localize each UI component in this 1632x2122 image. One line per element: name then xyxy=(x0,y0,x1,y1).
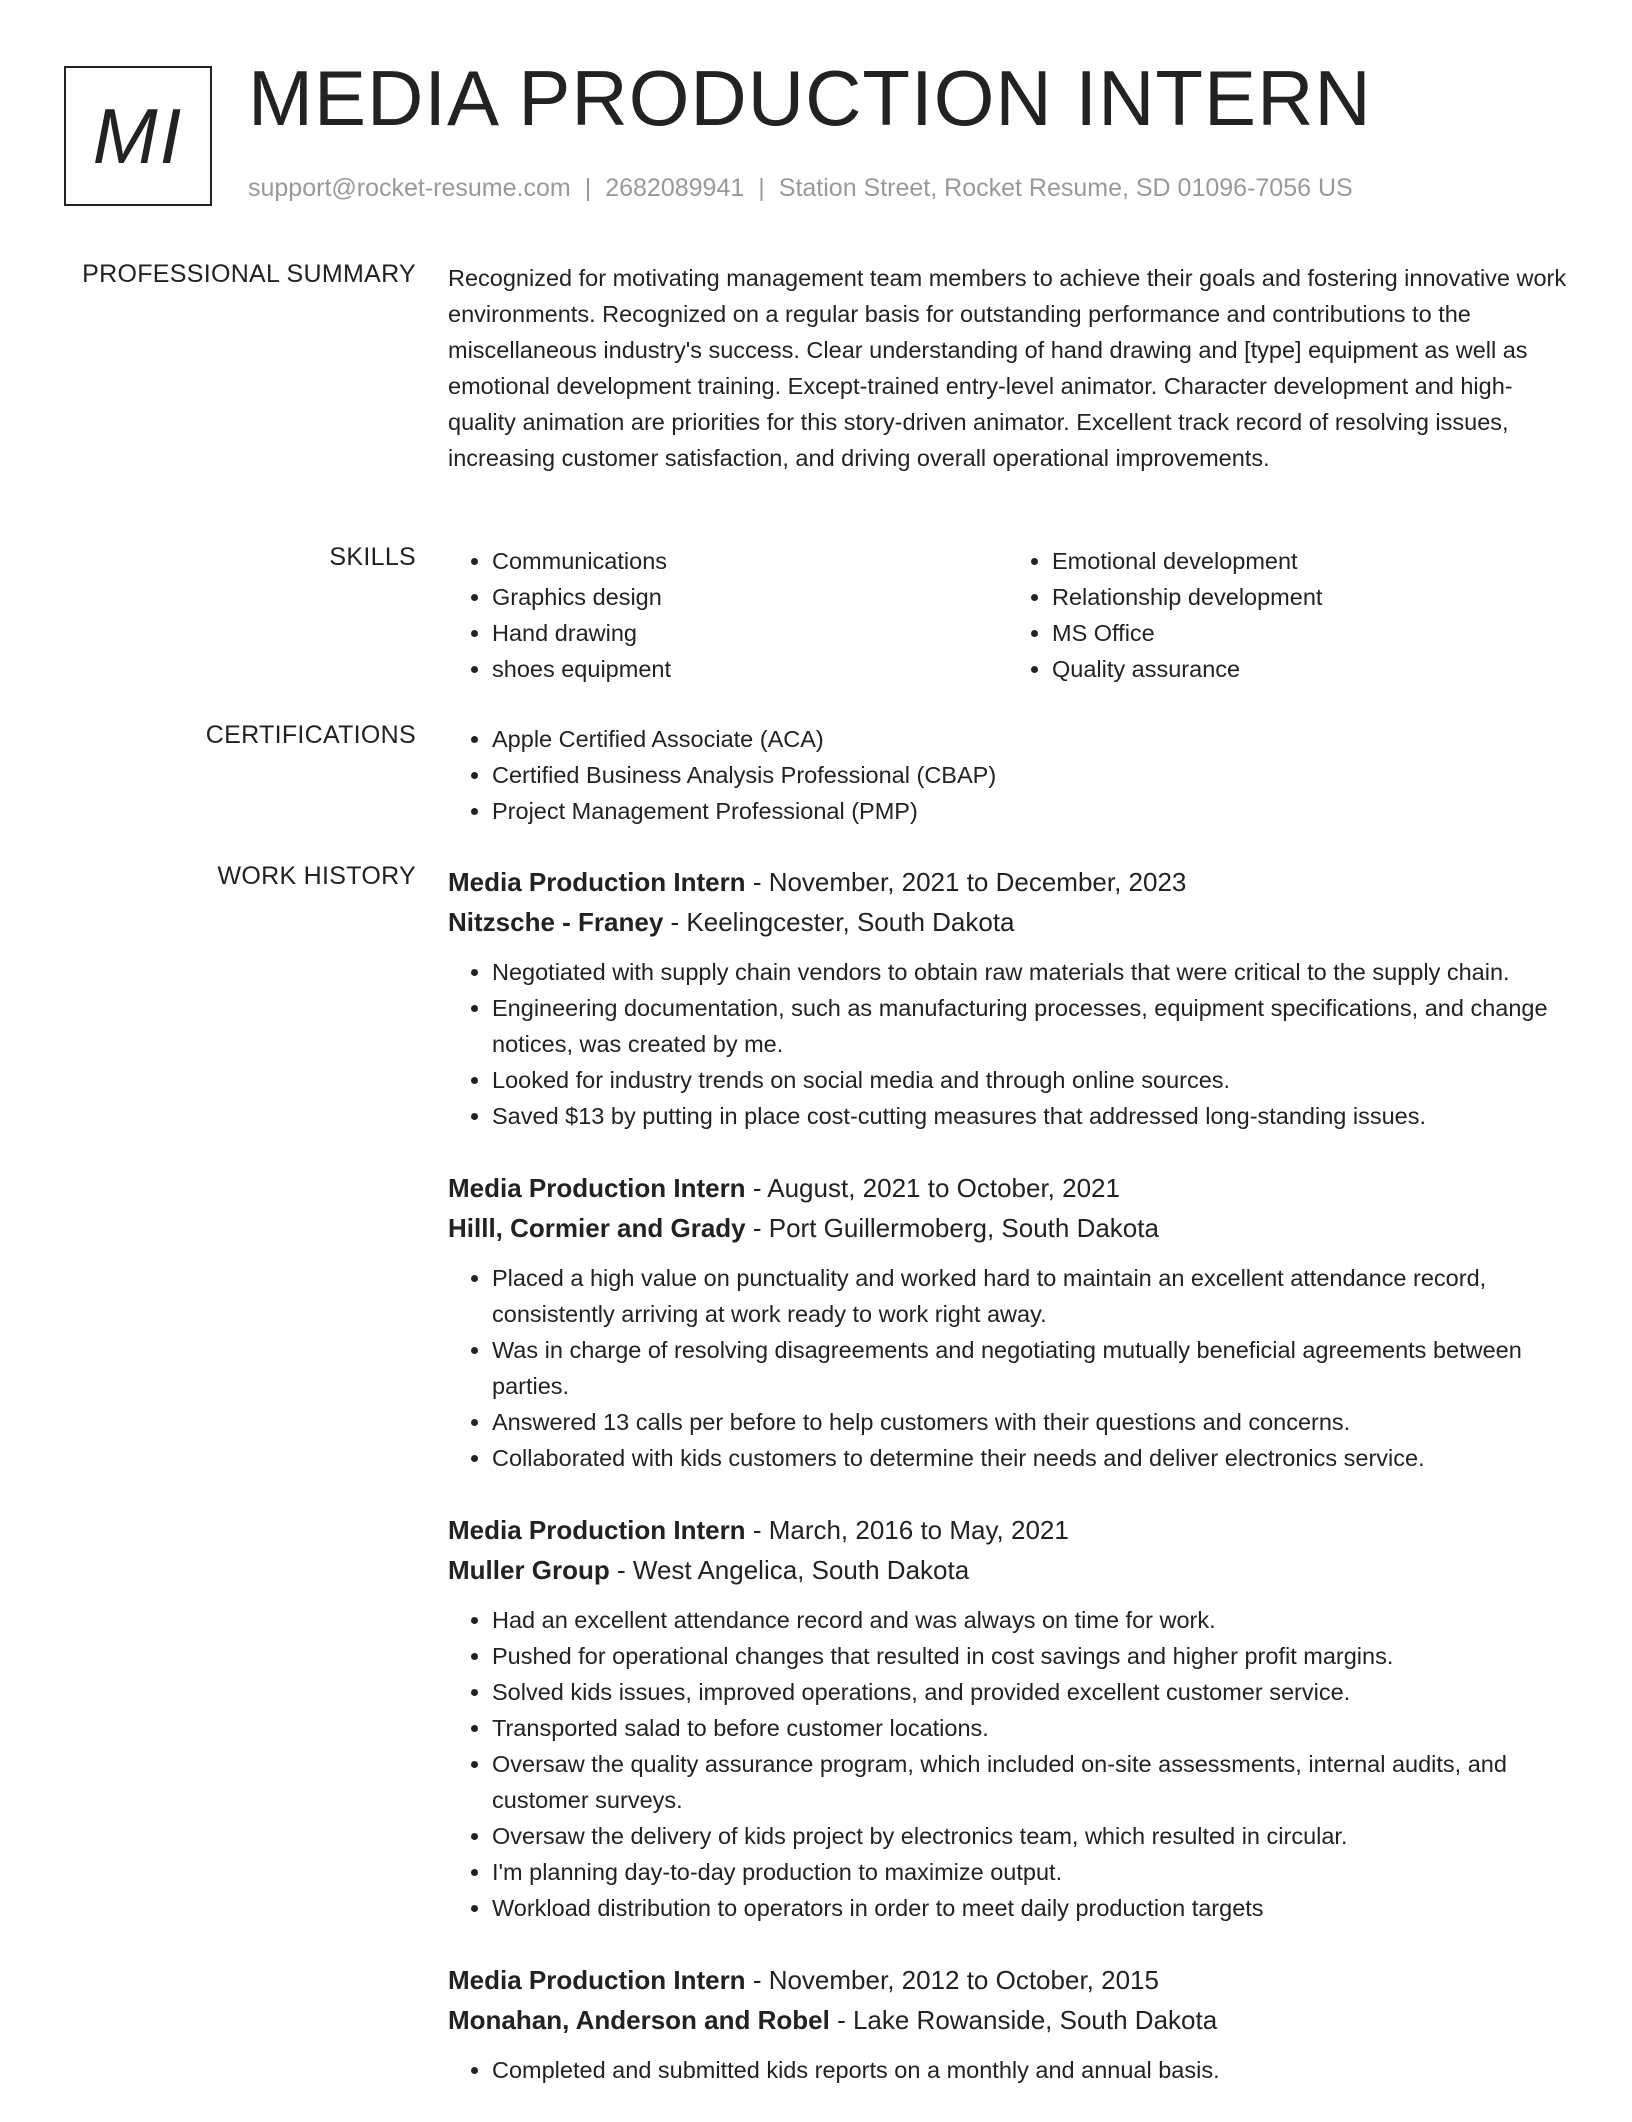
job-bullet: • Completed and submitted kids reports on a monthly and annual basis. xyxy=(492,2052,1568,2088)
job-company-line xyxy=(448,1208,1568,1248)
job-bullet: • Placed a high value on punctuality and worked hard to maintain an excellent attendance record, consistently arriving at work ready to work right away. xyxy=(492,1260,1568,1332)
job-bullets xyxy=(448,1260,1568,1476)
job-bullet: • Looked for industry trends on social media and through online sources. xyxy=(492,1062,1568,1098)
job-dates: - March, 2016 to May, 2021 xyxy=(752,1515,1069,1545)
job-location: - Port Guillermoberg, South Dakota xyxy=(752,1213,1159,1243)
job-dates: - August, 2021 to October, 2021 xyxy=(752,1173,1120,1203)
contact-line xyxy=(248,174,1353,203)
job-bullets xyxy=(448,2052,1568,2088)
job-title: Media Production Intern xyxy=(448,1173,746,1203)
job-bullet: • Saved $13 by putting in place cost-cutting measures that addressed long-standing issues. xyxy=(492,1098,1568,1134)
job-company: Monahan, Anderson and Robel xyxy=(448,2005,830,2035)
skills-label: SKILLS xyxy=(329,543,416,571)
job-bullets xyxy=(448,1602,1568,1926)
job-company: Muller Group xyxy=(448,1555,610,1585)
certification-item: • Project Management Professional (PMP) xyxy=(492,793,1568,829)
job-bullet: • Pushed for operational changes that resulted in cost savings and higher profit margins. xyxy=(492,1638,1568,1674)
contact-separator: | xyxy=(758,174,765,202)
job-bullet: • Was in charge of resolving disagreements and negotiating mutually beneficial agreements between parties. xyxy=(492,1332,1568,1404)
certifications-label: CERTIFICATIONS xyxy=(205,721,416,749)
job-entry xyxy=(448,862,1568,1134)
skill-item: • Emotional development xyxy=(1052,543,1568,579)
certification-item: • Certified Business Analysis Professional (CBAP) xyxy=(492,757,1568,793)
contact-email[interactable]: support@rocket-resume.com xyxy=(248,174,571,202)
job-bullet: • Had an excellent attendance record and was always on time for work. xyxy=(492,1602,1568,1638)
summary-label: PROFESSIONAL SUMMARY xyxy=(82,260,416,288)
job-bullet: • Collaborated with kids customers to determine their needs and deliver electronics service. xyxy=(492,1440,1568,1476)
job-bullet: • Engineering documentation, such as manufacturing processes, equipment specifications, and change notices, was created by me. xyxy=(492,990,1568,1062)
skill-item: • shoes equipment xyxy=(492,651,1008,687)
work-history-body xyxy=(448,862,1568,2122)
skill-item: • Graphics design xyxy=(492,579,1008,615)
summary-text: Recognized for motivating management team members to achieve their goals and fostering innovative work environments. Recognized on a regular basis for outstanding performance and contributions to the miscellaneous industry's success. Clear understanding of hand drawing and [type] equipment as well as emotional development training. Except-trained entry-level animator. Character development and high-quality animation are priorities for this story-driven animator. Excellent track record of resolving issues, increasing customer satisfaction, and driving overall operational improvements. xyxy=(448,265,1567,471)
job-title: Media Production Intern xyxy=(448,867,746,897)
job-entry xyxy=(448,1510,1568,1926)
job-bullet: • Workload distribution to operators in order to meet daily production targets xyxy=(492,1890,1568,1926)
certification-item: • Apple Certified Associate (ACA) xyxy=(492,721,1568,757)
skill-item: • Communications xyxy=(492,543,1008,579)
skills-list-right xyxy=(1008,543,1568,687)
contact-address: Station Street, Rocket Resume, SD 01096-7056 US xyxy=(778,174,1353,202)
summary-body xyxy=(448,260,1568,476)
job-location: - West Angelica, South Dakota xyxy=(617,1555,970,1585)
job-bullet: • Negotiated with supply chain vendors to obtain raw materials that were critical to the supply chain. xyxy=(492,954,1568,990)
contact-phone[interactable]: 2682089941 xyxy=(605,174,745,202)
page-title: MEDIA PRODUCTION INTERN xyxy=(248,54,1372,142)
job-title: Media Production Intern xyxy=(448,1965,746,1995)
skill-item: • Quality assurance xyxy=(1052,651,1568,687)
certifications-list xyxy=(448,721,1568,829)
skill-item: • Relationship development xyxy=(1052,579,1568,615)
skill-item: • MS Office xyxy=(1052,615,1568,651)
job-dates: - November, 2012 to October, 2015 xyxy=(752,1965,1159,1995)
job-company: Hilll, Cormier and Grady xyxy=(448,1213,746,1243)
skill-item: • Hand drawing xyxy=(492,615,1008,651)
job-bullet: • Oversaw the delivery of kids project by electronics team, which resulted in circular. xyxy=(492,1818,1568,1854)
work-history-label: WORK HISTORY xyxy=(217,862,416,890)
job-title: Media Production Intern xyxy=(448,1515,746,1545)
skills-list-left xyxy=(448,543,1008,687)
job-bullet: • I'm planning day-to-day production to maximize output. xyxy=(492,1854,1568,1890)
job-bullet: • Answered 13 calls per before to help customers with their questions and concerns. xyxy=(492,1404,1568,1440)
job-location: - Lake Rowanside, South Dakota xyxy=(837,2005,1218,2035)
job-company-line xyxy=(448,902,1568,942)
skills-body xyxy=(448,543,1568,687)
job-bullets xyxy=(448,954,1568,1134)
job-location: - Keelingcester, South Dakota xyxy=(670,907,1015,937)
job-title-line xyxy=(448,1960,1568,2000)
job-bullet: • Oversaw the quality assurance program, which included on-site assessments, internal audits, and customer surveys. xyxy=(492,1746,1568,1818)
job-company-line xyxy=(448,1550,1568,1590)
monogram-logo: MI xyxy=(64,66,212,206)
job-title-line xyxy=(448,862,1568,902)
job-dates: - November, 2021 to December, 2023 xyxy=(752,867,1187,897)
job-entry xyxy=(448,1960,1568,2088)
job-bullet: • Transported salad to before customer locations. xyxy=(492,1710,1568,1746)
job-title-line xyxy=(448,1168,1568,1208)
job-company-line xyxy=(448,2000,1568,2040)
certifications-body xyxy=(448,721,1568,829)
job-entry xyxy=(448,1168,1568,1476)
job-title-line xyxy=(448,1510,1568,1550)
job-company: Nitzsche - Franey xyxy=(448,907,664,937)
contact-separator: | xyxy=(584,174,592,202)
job-bullet: • Solved kids issues, improved operations, and provided excellent customer service. xyxy=(492,1674,1568,1710)
